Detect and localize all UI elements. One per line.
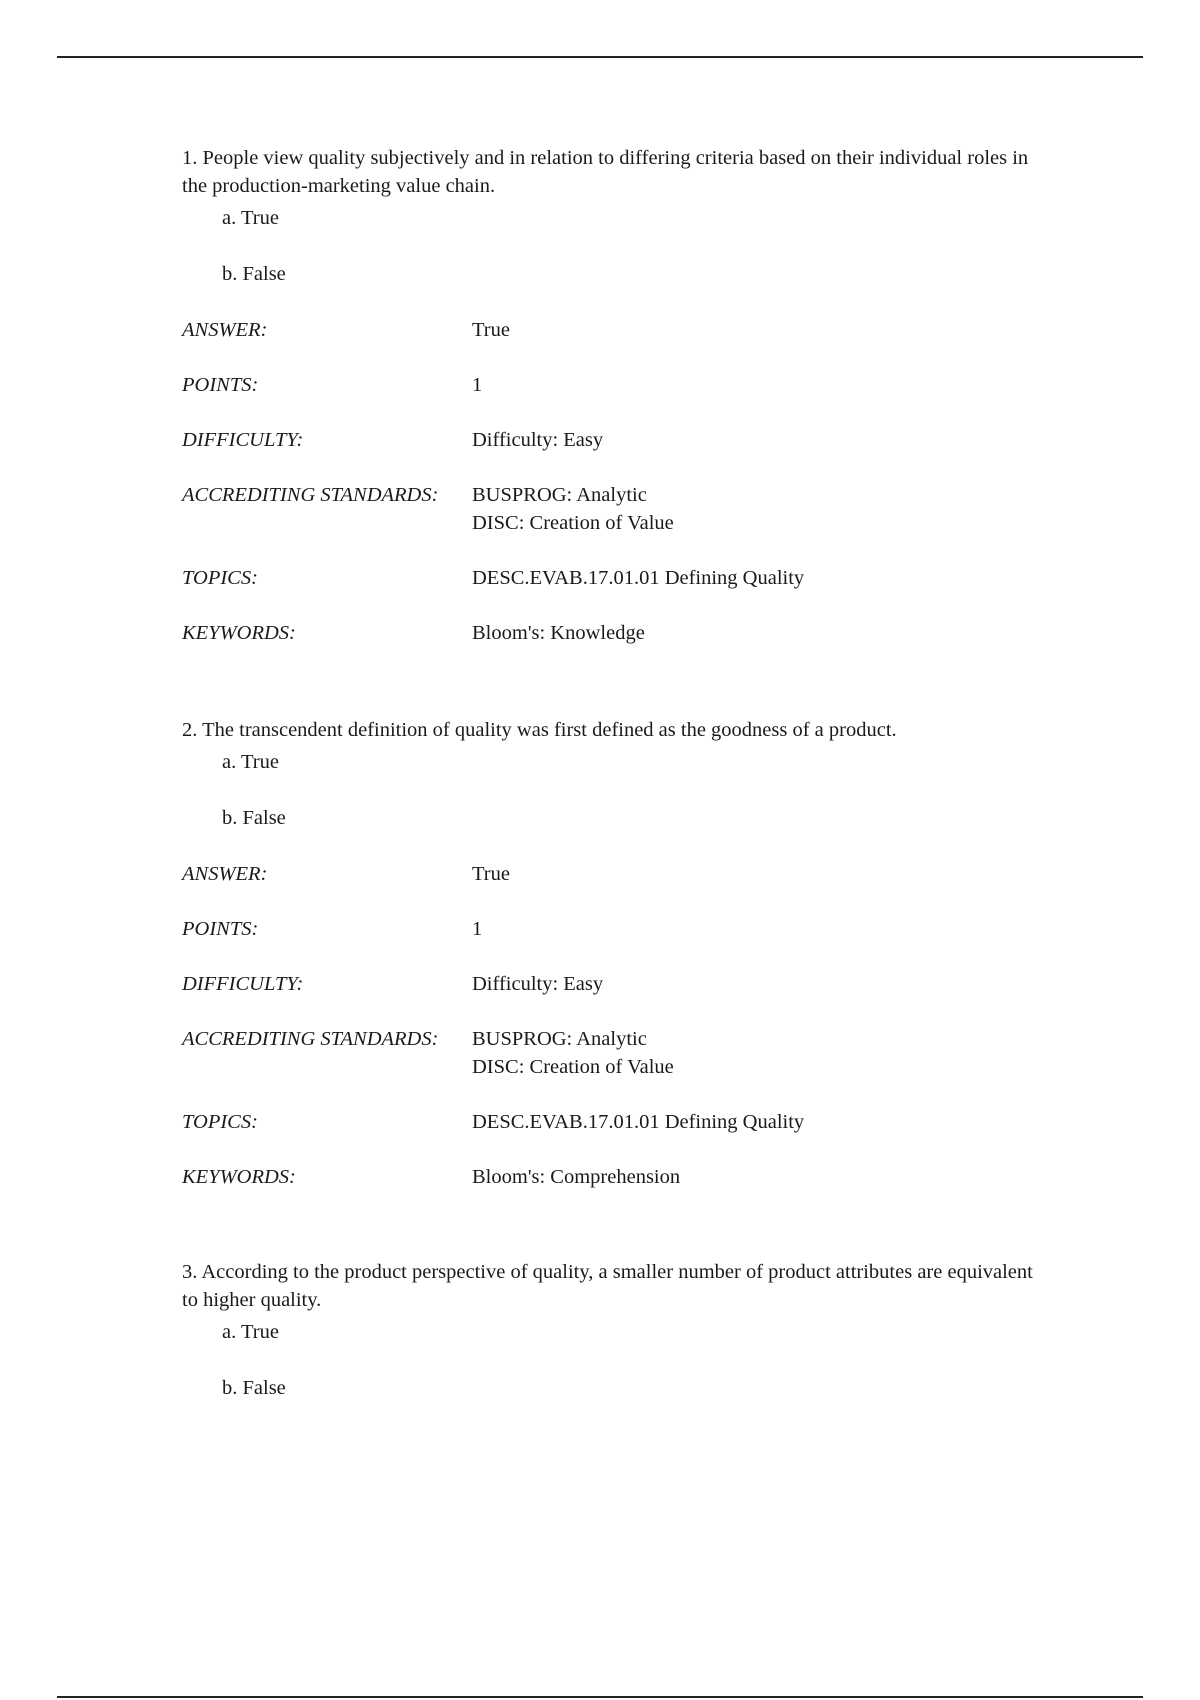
accrediting-standards-values	[472, 1025, 674, 1081]
topics-label: TOPICS:	[182, 567, 258, 589]
answer-value: True	[472, 319, 510, 341]
difficulty-label: DIFFICULTY:	[182, 973, 304, 995]
keywords-row	[182, 619, 1042, 647]
points-row	[182, 371, 1042, 399]
accrediting-standards-row	[182, 1025, 1042, 1081]
topics-value: DESC.EVAB.17.01.01 Defining Quality	[472, 567, 805, 589]
topics-row	[182, 564, 1042, 592]
keywords-label: KEYWORDS:	[182, 1166, 296, 1188]
question-metadata	[182, 316, 1042, 647]
answer-row	[182, 316, 1042, 344]
keywords-label: KEYWORDS:	[182, 622, 296, 644]
option-a: a. True	[222, 751, 279, 773]
question-text: 3. According to the product perspective of quality, a smaller number of product attributes are equivalent to higher quality.	[182, 1261, 1033, 1311]
option-b: b. False	[222, 263, 286, 285]
bottom-rule	[57, 1696, 1143, 1698]
difficulty-value: Difficulty: Easy	[472, 429, 604, 451]
question-1	[182, 144, 1042, 647]
accrediting-standard-item: DISC: Creation of Value	[472, 512, 674, 534]
answer-value: True	[472, 863, 510, 885]
option-a: a. True	[222, 1321, 279, 1343]
points-label: POINTS:	[182, 918, 259, 940]
difficulty-row	[182, 426, 1042, 454]
option-b: b. False	[222, 807, 286, 829]
keywords-value: Bloom's: Knowledge	[472, 622, 645, 644]
difficulty-label: DIFFICULTY:	[182, 429, 304, 451]
points-row	[182, 915, 1042, 943]
answer-label: ANSWER:	[182, 863, 268, 885]
accrediting-standard-item: BUSPROG: Analytic	[472, 1028, 647, 1050]
difficulty-value: Difficulty: Easy	[472, 973, 604, 995]
top-rule	[57, 56, 1143, 58]
keywords-value: Bloom's: Comprehension	[472, 1166, 681, 1188]
question-text: 1. People view quality subjectively and in relation to differing criteria based on their individual roles in the production-marketing value chain.	[182, 147, 1029, 197]
topics-row	[182, 1108, 1042, 1136]
question-metadata	[182, 860, 1042, 1191]
accrediting-standard-item: DISC: Creation of Value	[472, 1056, 674, 1078]
accrediting-standards-values	[472, 481, 674, 537]
points-value: 1	[472, 374, 483, 396]
keywords-row	[182, 1163, 1042, 1191]
question-3	[182, 1258, 1042, 1402]
topics-label: TOPICS:	[182, 1111, 258, 1133]
accrediting-standards-label: ACCREDITING STANDARDS:	[182, 484, 439, 506]
answer-row	[182, 860, 1042, 888]
points-value: 1	[472, 918, 483, 940]
question-2	[182, 716, 1042, 1191]
option-a: a. True	[222, 207, 279, 229]
answer-label: ANSWER:	[182, 319, 268, 341]
topics-value: DESC.EVAB.17.01.01 Defining Quality	[472, 1111, 805, 1133]
difficulty-row	[182, 970, 1042, 998]
option-b: b. False	[222, 1377, 286, 1399]
points-label: POINTS:	[182, 374, 259, 396]
accrediting-standard-item: BUSPROG: Analytic	[472, 484, 647, 506]
accrediting-standards-row	[182, 481, 1042, 537]
accrediting-standards-label: ACCREDITING STANDARDS:	[182, 1028, 439, 1050]
question-text: 2. The transcendent definition of quality was first defined as the goodness of a product.	[182, 719, 897, 741]
